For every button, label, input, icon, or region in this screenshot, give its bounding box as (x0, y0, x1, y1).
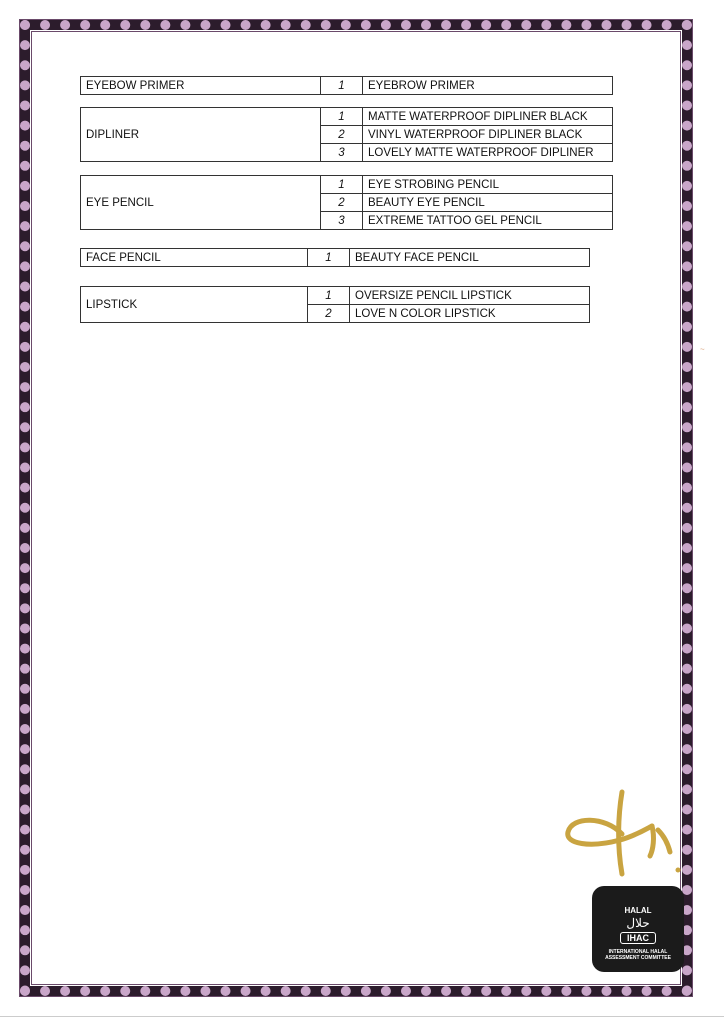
item-number-cell: 2 (321, 126, 363, 144)
halal-logo-acronym: IHAC (620, 932, 656, 944)
product-group-eyebow-primer (80, 76, 613, 95)
table-row (81, 77, 613, 95)
category-cell: LIPSTICK (81, 287, 308, 323)
item-name-cell: LOVELY MATTE WATERPROOF DIPLINER (363, 144, 613, 162)
item-number-cell: 3 (321, 212, 363, 230)
handwritten-signature (560, 786, 690, 886)
item-name-cell: VINYL WATERPROOF DIPLINER BLACK (363, 126, 613, 144)
item-number-cell: 2 (321, 194, 363, 212)
halal-logo-caption: INTERNATIONAL HALAL ASSESSMENT COMMITTEE (605, 949, 671, 961)
halal-logo-title: HALAL (624, 906, 652, 915)
table-row (81, 176, 613, 194)
item-name-cell: BEAUTY FACE PENCIL (350, 249, 590, 267)
product-group-dipliner (80, 107, 613, 162)
item-name-cell: BEAUTY EYE PENCIL (363, 194, 613, 212)
table-row (81, 108, 613, 126)
halal-logo-arabic: حلال (626, 916, 650, 930)
item-name-cell: OVERSIZE PENCIL LIPSTICK (350, 287, 590, 305)
item-number-cell: 1 (321, 176, 363, 194)
product-group-lipstick (80, 286, 590, 323)
item-number-cell: 3 (321, 144, 363, 162)
item-number-cell: 2 (308, 305, 350, 323)
item-name-cell: MATTE WATERPROOF DIPLINER BLACK (363, 108, 613, 126)
scan-edge-line (0, 1016, 724, 1017)
item-number-cell: 1 (308, 287, 350, 305)
item-number-cell: 1 (321, 77, 363, 95)
scan-speck: ~ (700, 345, 705, 354)
item-name-cell: EXTREME TATTOO GEL PENCIL (363, 212, 613, 230)
item-number-cell: 1 (321, 108, 363, 126)
halal-certification-logo (592, 886, 684, 972)
item-name-cell: EYE STROBING PENCIL (363, 176, 613, 194)
category-cell: EYE PENCIL (81, 176, 321, 230)
item-name-cell: EYEBROW PRIMER (363, 77, 613, 95)
table-row (81, 287, 590, 305)
table-row (81, 249, 590, 267)
category-cell: DIPLINER (81, 108, 321, 162)
category-cell: FACE PENCIL (81, 249, 308, 267)
item-number-cell: 1 (308, 249, 350, 267)
product-group-face-pencil (80, 248, 590, 267)
category-cell: EYEBOW PRIMER (81, 77, 321, 95)
product-group-eye-pencil (80, 175, 613, 230)
item-name-cell: LOVE N COLOR LIPSTICK (350, 305, 590, 323)
